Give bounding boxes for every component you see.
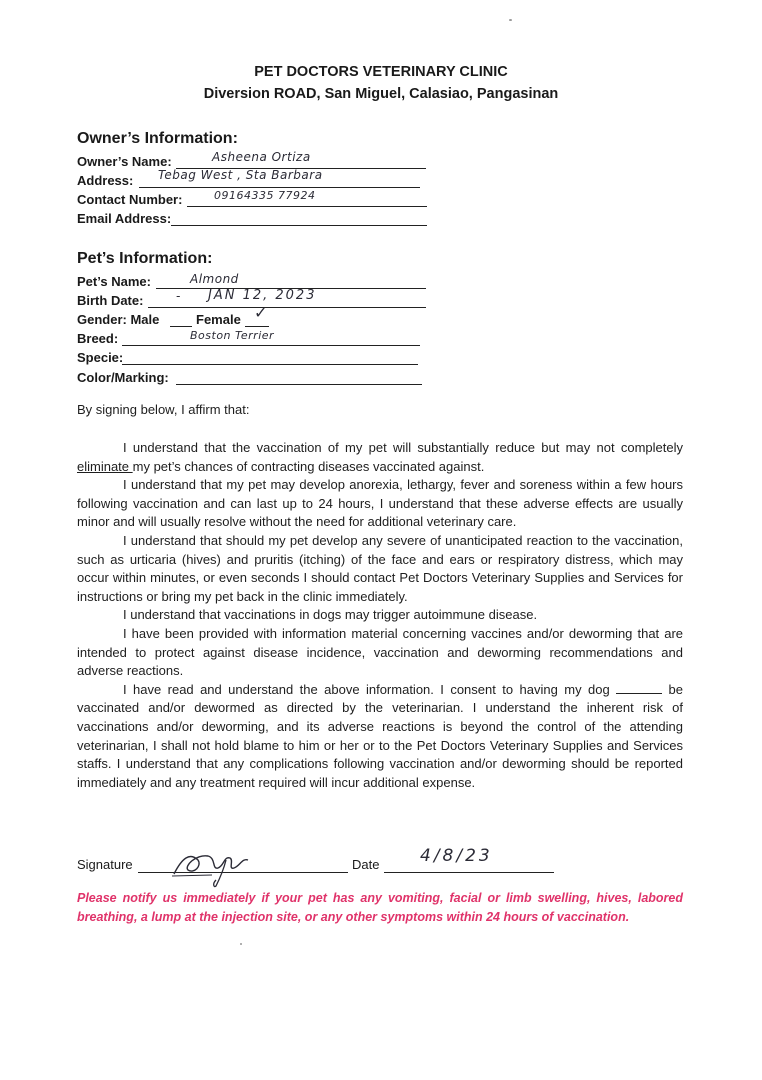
paragraph-6 [77,681,683,793]
color-line[interactable] [176,368,422,385]
date-label: Date [352,857,380,872]
gender-female-label: Female [196,312,241,327]
color-label: Color/Marking: [77,370,169,385]
owner-section-title: Owner’s Information: [77,130,238,147]
breed-value: Boston Terrier [190,329,275,342]
p6-text-b: be vaccinated and/or dewormed as directed by the veterinarian. I understand the inherent risk of vaccinations and/or deworming, and its adverse reactions is beyond the control of the attending veterinarian, I shall not hold blame to him or her or to the Pet Doctors Veterinary Supplies and Services staffs. I understand that any complications following vaccination and/or deworming should be reported immediately and any treatment required will incur additional expense. [77,681,683,790]
address-field [77,172,133,192]
p1-text-a: I understand that the vaccination of my pet will substantially reduce but may not completely [123,440,683,455]
breed-label: Breed: [77,331,119,346]
paragraph-1 [77,439,683,476]
email-label: Email Address: [77,211,172,226]
contact-label: Contact Number: [77,192,183,207]
color-field [77,369,169,389]
female-checkmark: ✓ [254,303,268,322]
pet-name-value: Almond [190,272,239,286]
address-value: Tebag West , Sta Barbara [158,168,323,182]
pet-name-field [77,273,151,293]
paragraph-2: I understand that my pet may develop anorexia, lethargy, fever and soreness within a few hours following vaccination and can last up to 24 hours, I understand that these adverse effects are usually minor and will usually resolve without the need for additional veterinary care. [77,477,683,530]
gender-field [77,311,159,331]
contact-value: 09164335 77924 [214,189,316,202]
pet-section-title: Pet’s Information: [77,250,213,267]
email-field [77,210,171,230]
birth-date-value: JAN 12, 2023 [208,288,317,303]
specie-field [77,349,123,369]
birth-date-dash: - [176,289,181,303]
scan-speck [240,943,242,945]
specie-line[interactable] [122,348,418,365]
owner-name-label: Owner’s Name: [77,154,172,169]
email-line[interactable] [171,209,427,226]
signature-scribble [168,838,258,890]
specie-label: Specie: [77,350,124,365]
owner-name-value: Asheena Ortiza [212,150,311,164]
scan-speck [509,19,512,21]
clinic-address: Diversion ROAD, San Miguel, Calasiao, Pangasinan [203,86,559,102]
birth-date-label: Birth Date: [77,293,144,308]
pet-name-label: Pet’s Name: [77,274,151,289]
contact-field [77,191,182,211]
p1-underlined: eliminate [77,458,133,474]
signature-label: Signature [77,857,133,872]
gender-female-field [196,311,241,331]
paragraph-5: I have been provided with information material concerning vaccines and/or deworming that are intended to protect against disease incidence, vaccination and deworming recommendations and adverse reactions. [77,625,683,679]
birth-date-field [77,292,143,312]
gender-male-line[interactable] [170,310,192,327]
paragraph-4: I understand that vaccinations in dogs may trigger autoimmune disease. [123,607,538,623]
aftercare-notice: Please notify us immediately if your pet has any vomiting, facial or limb swelling, hives, labored breathing, a lump at the injection site, or any other symptoms within 24 hours of vaccination. [77,891,683,924]
gender-male-label: Gender: Male [77,312,160,327]
breed-field [77,330,118,350]
date-value: 4/8/23 [420,846,493,866]
paragraph-3: I understand that should my pet develop any severe of unanticipated reaction to the vaccination, such as urticaria (hives) and pruritis (itching) of the face and ears or respiratory distress, which may occur within minutes, or even seconds I should contact Pet Doctors Veterinary Supplies and Services for instructions or bring my pet back in the clinic immediately. [77,532,683,604]
p6-text-a: I have read and understand the above information. I consent to having my dog [123,681,617,697]
dog-name-blank[interactable] [616,681,662,694]
clinic-name: PET DOCTORS VETERINARY CLINIC [254,64,508,80]
affirm-intro: By signing below, I affirm that: [77,402,250,417]
affirmation-paragraphs [77,439,683,792]
address-label: Address: [77,173,134,188]
p1-text-b: my pet’s chances of contracting diseases vaccinated against. [132,458,485,474]
